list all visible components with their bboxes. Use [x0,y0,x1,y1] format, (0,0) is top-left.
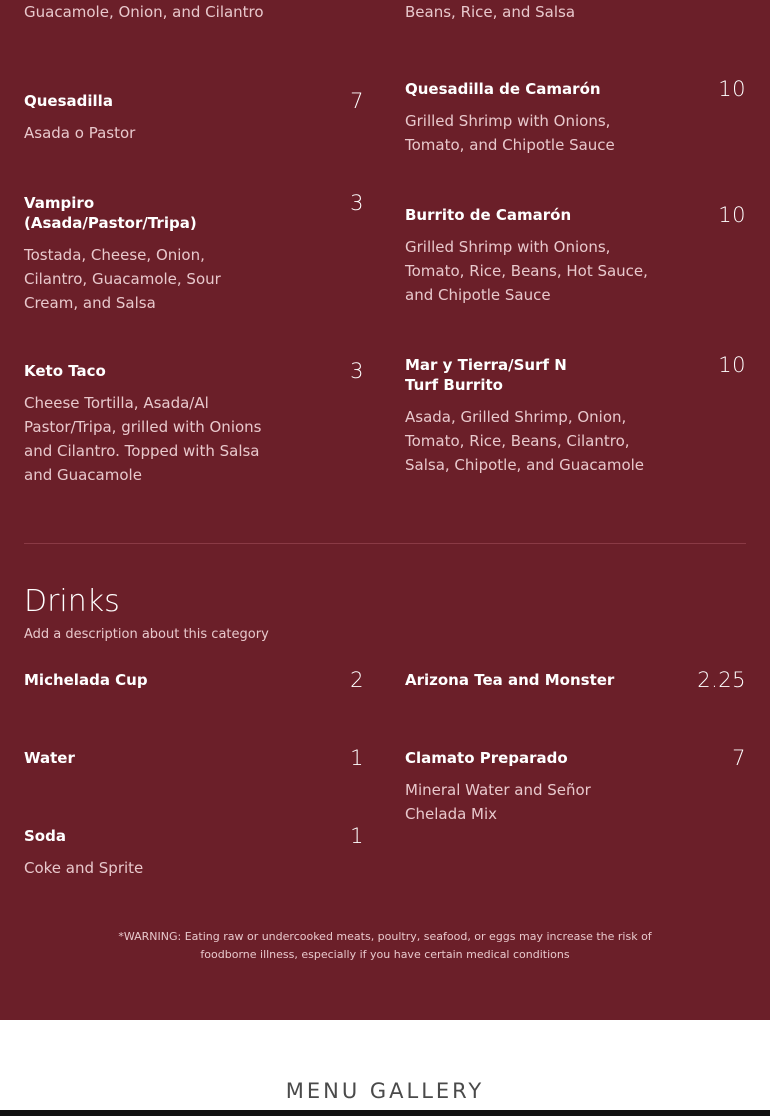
item-price: 3 [350,359,364,383]
menu-item-mar-y-tierra [405,355,746,477]
item-price: 10 [718,203,746,227]
item-description [405,0,650,24]
menu-item-vampiro [24,193,364,315]
menu-item-soda [24,826,364,880]
item-price: 1 [350,746,364,770]
item-name: Michelada Cup [24,671,148,689]
menu-item-arizona-tea [405,670,746,690]
item-description: Asada o Pastor [24,124,136,142]
menu-item [405,0,746,24]
menu-item-burrito-de-camaron [405,205,746,307]
menu-item-clamato-preparado [405,748,746,826]
item-description: Coke and Sprite [24,859,144,877]
category-title: Drinks [24,584,120,619]
category-description: Add a description about this category [24,627,269,642]
item-name: Clamato Preparado [405,749,568,767]
item-price: 7 [350,89,364,113]
section-divider [24,543,746,544]
menu-item-quesadilla-de-camaron [405,79,746,157]
menu-item-keto-taco [24,361,364,487]
item-price: 7 [732,746,746,770]
item-name: Keto Taco [24,362,106,380]
item-name: Vampiro (Asada/Pastor/Tripa) [24,194,197,232]
item-name: Quesadilla [24,92,113,110]
item-price: 3 [350,191,364,215]
item-price: 10 [718,77,746,101]
item-description: Grilled Shrimp with Onions, Tomato, and Chipotle Sauce [405,112,615,154]
menu-item-quesadilla [24,91,364,145]
menu-item [24,0,364,24]
item-name: Burrito de Camarón [405,206,572,224]
item-name: Quesadilla de Camarón [405,80,601,98]
menu-item-michelada-cup [24,670,364,690]
item-name: Mar y Tierra/Surf N Turf Burrito [405,356,567,394]
item-name: Water [24,749,75,767]
item-price: 2.25 [697,668,746,692]
item-description: Asada, Grilled Shrimp, Onion, Tomato, Rice, Beans, Cilantro, Salsa, Chipotle, and Guacamole [405,408,645,474]
item-price: 2 [350,668,364,692]
item-name: Soda [24,827,66,845]
item-description: Mineral Water and Señor Chelada Mix [405,781,591,823]
item-description: Tostada, Cheese, Onion, Cilantro, Guacamole, Sour Cream, and Salsa [24,246,221,312]
gallery-strip [0,1110,770,1116]
item-price: 10 [718,353,746,377]
item-description: Grilled Shrimp with Onions, Tomato, Rice, Beans, Hot Sauce, and Chipotle Sauce [405,238,648,304]
menu-item-water [24,748,364,768]
item-description: Cheese Tortilla, Asada/Al Pastor/Tripa, grilled with Onions and Cilantro. Topped with Salsa and Guacamole [24,394,262,484]
item-description-text: Beans, Rice, and Salsa [405,3,576,21]
health-warning: *WARNING: Eating raw or undercooked meats, poultry, seafood, or eggs may increase the risk of foodborne illness, especially if you have certain medical conditions [118,930,652,961]
item-price: 1 [350,824,364,848]
item-name: Arizona Tea and Monster [405,671,615,689]
item-description: Guacamole, Onion, and Cilantro [24,3,264,21]
menu-gallery-title: MENU GALLERY [285,1079,485,1103]
